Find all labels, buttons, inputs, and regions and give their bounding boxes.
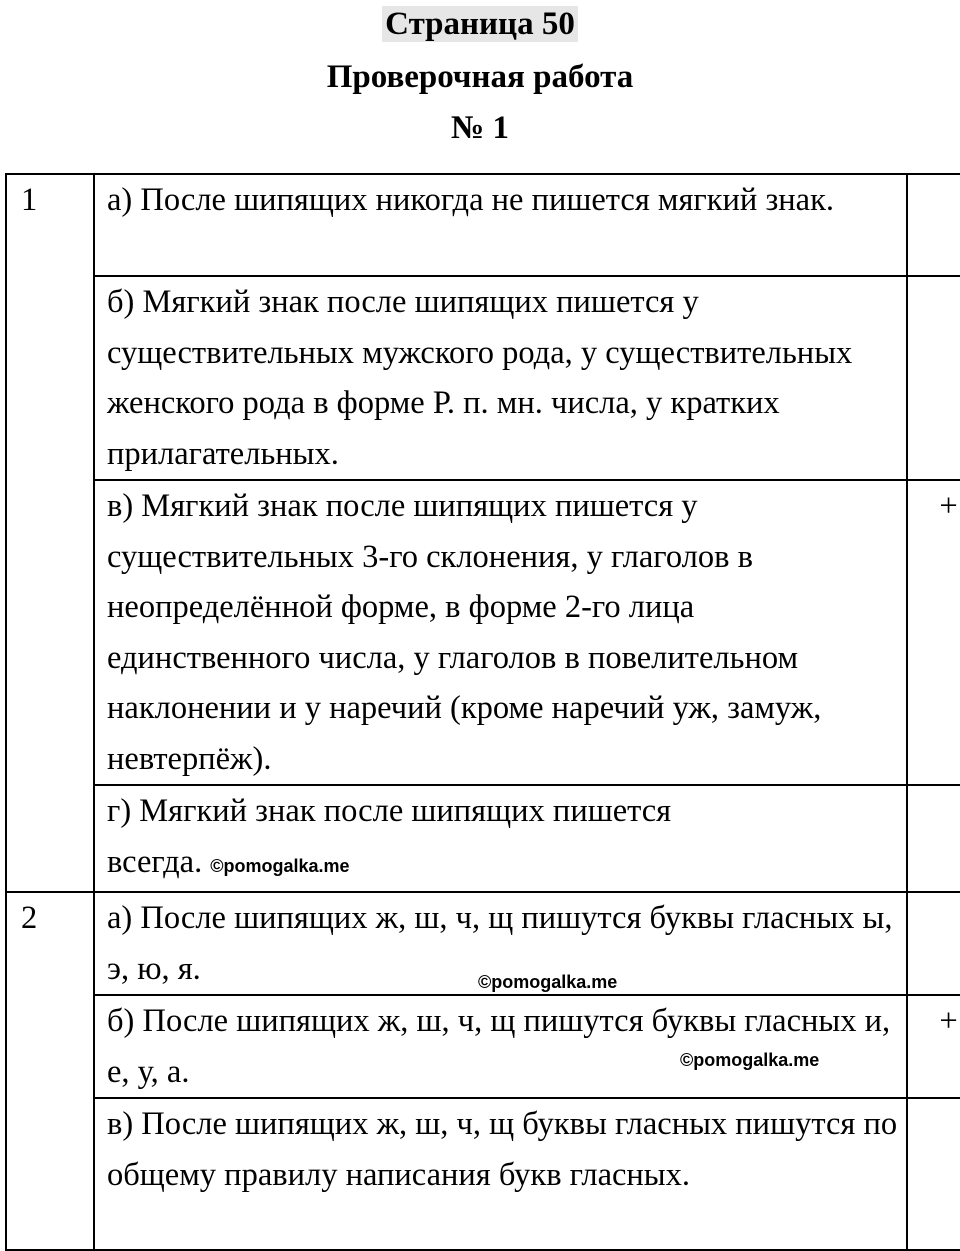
table-row — [6, 480, 960, 785]
answers-table — [5, 173, 960, 1251]
option-mark — [907, 276, 960, 480]
task-number: 1 — [6, 174, 94, 892]
worksheet-title: Проверочная работа — [326, 59, 634, 95]
option-text: б) Мягкий знак после шипящих пишется у существительных мужского рода, у существительных женского рода в форме Р. п. мн. числа, у кратких прилагательных. — [94, 276, 907, 480]
option-mark: + — [907, 995, 960, 1098]
option-text: в) После шипящих ж, ш, ч, щ буквы гласных пишутся по общему правилу написания букв гласных. — [94, 1098, 907, 1250]
table-row — [6, 174, 960, 276]
option-text: а) После шипящих ж, ш, ч, щ пишутся буквы гласных ы, э, ю, я. — [94, 892, 907, 995]
option-text: а) После шипящих никогда не пишется мягкий знак. — [94, 174, 907, 276]
option-mark: + — [907, 480, 960, 785]
table-row — [6, 785, 960, 892]
option-text: г) Мягкий знак после шипящих пишется всегда. — [107, 793, 672, 880]
task-number: 2 — [6, 892, 94, 1250]
option-text: б) После шипящих ж, ш, ч, щ пишутся буквы гласных и, е, у, а. — [94, 995, 907, 1098]
option-text: в) Мягкий знак после шипящих пишется у существительных 3-го склонения, у глаголов в неопределённой форме, в форме 2-го лица единственного числа, у глаголов в повелительном наклонении и у наречий (кроме наречий уж, замуж, невтерпёж). — [94, 480, 907, 785]
option-mark — [907, 892, 960, 995]
worksheet-number: № 1 — [451, 110, 509, 146]
option-text-with-watermark — [94, 785, 907, 892]
option-mark — [907, 1098, 960, 1250]
table-row — [6, 1098, 960, 1250]
option-mark — [907, 174, 960, 276]
table-row — [6, 995, 960, 1098]
table-row — [6, 276, 960, 480]
option-mark — [907, 785, 960, 892]
watermark: ©pomogalka.me — [680, 1050, 820, 1070]
watermark: ©pomogalka.me — [210, 855, 350, 876]
page-number-heading: Страница 50 — [0, 4, 960, 44]
watermark: ©pomogalka.me — [478, 972, 618, 992]
